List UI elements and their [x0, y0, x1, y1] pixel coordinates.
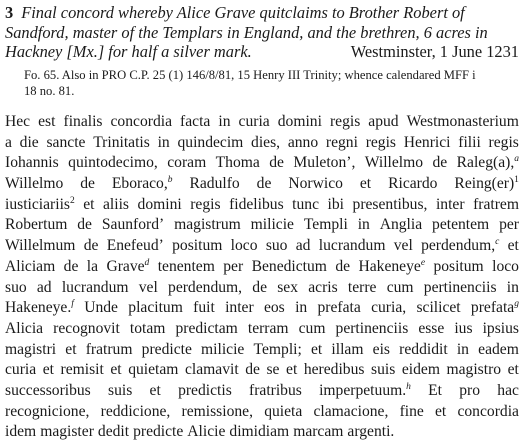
word: suo [5, 278, 27, 296]
word: Ricardo [388, 175, 438, 193]
word: fratrum [85, 340, 133, 358]
text-line [5, 278, 519, 299]
word: remissione, [181, 402, 253, 420]
footnote-marker: h [406, 381, 411, 392]
word: Trinitatis [93, 133, 150, 151]
word: sex [277, 278, 299, 296]
word: de [335, 257, 351, 275]
word: totam [129, 319, 166, 337]
word: imperpetuum.$^h$ [319, 381, 411, 399]
word: in [456, 340, 469, 358]
word: concordia [110, 113, 172, 130]
word: recognovit [53, 319, 120, 337]
word: Alicia [5, 319, 44, 337]
word: eos [263, 299, 285, 317]
word: reddidit [399, 340, 448, 358]
word: fratrem [473, 195, 519, 213]
word: curia [5, 361, 37, 379]
word: Eboraco,$^b$ [111, 174, 173, 193]
word: pro [459, 381, 481, 399]
text-line [5, 422, 519, 443]
word: prefata$^g$ [470, 299, 519, 317]
word: presentibus, [352, 195, 428, 213]
word: die [19, 133, 39, 151]
heading-line-3 [5, 42, 519, 62]
heading-line-2: Sandford, master of the Templars in England, and the brethren, 6 acres in [5, 22, 488, 42]
word: clamavit [184, 361, 239, 379]
word: acris [308, 278, 338, 296]
word: predicte [141, 340, 192, 358]
word: Raleg(a),$^a$ [456, 154, 519, 172]
word: et [110, 361, 122, 379]
word: vel [393, 237, 413, 255]
word: predicte [133, 423, 184, 441]
word: inter [225, 299, 254, 317]
word: predictis [178, 381, 232, 399]
word: clamacione, [313, 402, 389, 420]
word: esse [418, 319, 445, 337]
text-line [5, 319, 519, 340]
word: de [83, 237, 99, 255]
word: terre [347, 278, 377, 296]
word: ad [295, 237, 311, 255]
word: fuit [193, 299, 215, 317]
word: Willelmo [364, 154, 424, 172]
word: pertinenciis [335, 319, 409, 337]
word: regis [488, 133, 519, 151]
word: Reing(er)$^1$ [454, 174, 519, 193]
word: et [286, 361, 298, 379]
word: cum [298, 319, 326, 337]
word: de [245, 361, 260, 379]
word: Thoma [215, 154, 260, 172]
word: et [507, 237, 519, 255]
word: successoribus [5, 381, 91, 399]
footnote-marker: b [167, 174, 173, 185]
document-number: 3 [5, 3, 14, 22]
word: Henrici [403, 133, 451, 151]
word: et [42, 361, 54, 379]
heading-text-1: Final concord whereby Alice Grave quitclaims to Brother Robert of [21, 3, 465, 22]
word: suis [108, 381, 133, 399]
word: magistro [446, 361, 502, 379]
footnote-marker: 1 [514, 174, 519, 185]
word: Willelmum [5, 237, 76, 255]
word: Alicie [187, 423, 226, 441]
latin-text [5, 112, 519, 443]
word: dedit [97, 423, 130, 441]
word: facta [180, 113, 211, 130]
word: ibi [327, 195, 344, 213]
word: Hec [5, 113, 31, 130]
word: reddicione, [100, 402, 171, 420]
footnote-marker: c [495, 236, 500, 247]
text-line [5, 340, 519, 361]
word: terram [247, 319, 289, 337]
word: eis [372, 340, 390, 358]
footnote-marker: a [514, 154, 519, 165]
heading-text-3: Hackney [Mx.] for half a silver mark. [5, 42, 252, 61]
word: domini [277, 113, 322, 130]
word: ipsius [482, 319, 519, 337]
word: marcam [293, 423, 344, 441]
word: per [499, 216, 519, 234]
word: et [83, 195, 95, 213]
text-line [5, 257, 519, 278]
source-note [24, 67, 519, 99]
word: pertinenciis [423, 278, 497, 296]
word: filii [458, 133, 481, 151]
word: dies, [251, 133, 281, 151]
word: ad [36, 278, 52, 296]
word: prefata [317, 299, 361, 317]
word: Norwico [288, 175, 343, 193]
word: iusticiariis$^2$ [5, 195, 75, 213]
word: domini [137, 195, 182, 213]
word: et [310, 340, 323, 358]
word: positum [433, 257, 484, 275]
footnote-marker: d [144, 257, 150, 268]
word: regis [365, 133, 396, 151]
word: Iohannis [5, 154, 59, 172]
footnote-marker: f [71, 299, 74, 309]
word: in [506, 278, 519, 296]
word: la [86, 257, 99, 275]
word: fine [399, 402, 424, 420]
word: perdendum, [168, 278, 243, 296]
word: tenentem [157, 257, 215, 275]
word: regis [329, 113, 361, 130]
word: Templi [303, 216, 348, 234]
word: et [435, 402, 447, 420]
word: quintodecimo, [68, 154, 158, 172]
word: et [507, 361, 519, 379]
word: Enefeud’ [106, 237, 164, 255]
word: quindecim [177, 133, 244, 151]
text-line [5, 195, 519, 216]
word: regis [190, 195, 221, 213]
text-line [5, 112, 519, 133]
word: suo [265, 237, 288, 255]
word: Hakeneye$^e$ [358, 257, 426, 275]
word: in [357, 216, 370, 234]
word: tunc [292, 195, 320, 213]
word: hac [497, 381, 519, 399]
word: Anglia [379, 216, 423, 234]
word: argenti. [347, 423, 395, 441]
word: in [157, 133, 170, 151]
text-line [5, 298, 519, 319]
text-line [5, 236, 519, 257]
word: sancte [46, 133, 86, 151]
word: Radulfo [189, 175, 240, 193]
word: magistrum [174, 216, 241, 234]
word: Grave$^d$ [106, 257, 150, 275]
word: Et [428, 381, 442, 399]
word: de [256, 175, 272, 193]
word: illam [331, 340, 364, 358]
word: magister [40, 423, 94, 441]
word: de [80, 175, 95, 193]
text-line [5, 215, 519, 236]
word: de [252, 278, 268, 296]
word: finalis [63, 113, 103, 130]
place-date: Westminster, 1 June 1231 [350, 42, 519, 61]
word: milicie [201, 340, 245, 358]
word: de [63, 257, 79, 275]
text-line [5, 402, 519, 423]
word: Muleton’, [293, 154, 356, 172]
word: de [432, 154, 448, 172]
word: Templi; [253, 340, 302, 358]
word: Saunford’ [101, 216, 165, 234]
word: Unde [84, 299, 118, 317]
text-line [5, 174, 519, 195]
word: fidelibus [229, 195, 284, 213]
word: perdendum,$^c$ [421, 236, 500, 255]
word: et [65, 340, 77, 358]
word: Robertum [5, 216, 68, 234]
word: dimidiam [229, 423, 290, 441]
word: inter [435, 195, 465, 213]
word: per [223, 257, 244, 275]
word: loco [230, 237, 258, 255]
footnote-marker: e [420, 257, 426, 268]
word: se [266, 361, 280, 379]
source-note-line-2: 18 no. 81. [24, 84, 75, 98]
word: regni [325, 133, 358, 151]
word: magistri [5, 340, 57, 358]
word: de [77, 216, 92, 234]
word: concordia [457, 402, 519, 420]
word: loco [492, 257, 519, 275]
word: remisit [60, 361, 104, 379]
word: quieta [264, 402, 303, 420]
word: quietam [128, 361, 179, 379]
word: a [5, 133, 12, 151]
word: predictam [175, 319, 238, 337]
word: positum [172, 237, 223, 255]
word: Hakeneye.$^f$ [5, 299, 74, 317]
word: eadem [478, 340, 519, 358]
source-note-line-1: Fo. 65. Also in PRO C.P. 25 (1) 146/8/81, 15 Henry III Trinity; whence calendared MFF i [24, 68, 476, 82]
word: cum [386, 278, 414, 296]
word: eidem [401, 361, 440, 379]
word: fratribus [249, 381, 302, 399]
word: suis [371, 361, 396, 379]
word: curia, [371, 299, 407, 317]
word: scilicet [416, 299, 461, 317]
word: et [359, 175, 372, 193]
text-line [5, 133, 519, 154]
word: de [269, 154, 284, 172]
word: in [218, 113, 231, 130]
word: lucrandum [61, 278, 129, 296]
word: idem [5, 423, 37, 441]
word: est [38, 113, 56, 130]
word: placitum [128, 299, 183, 317]
footnote-marker: 2 [69, 195, 75, 206]
heading-line-1 [5, 3, 519, 23]
word: milicie [250, 216, 294, 234]
word: anno [287, 133, 319, 151]
word: petentem [432, 216, 490, 234]
word: aliis [103, 195, 130, 213]
text-line [5, 360, 519, 381]
word: Benedictum [251, 257, 327, 275]
word: curia [238, 113, 270, 130]
word: coram [167, 154, 207, 172]
document-heading [5, 3, 519, 62]
word: lucrandum [318, 237, 386, 255]
word: Westmonasterium [406, 113, 519, 130]
word: et [149, 381, 161, 399]
word: in [295, 299, 308, 317]
footnote-marker: g [514, 299, 519, 309]
word: heredibus [303, 361, 365, 379]
word: vel [138, 278, 158, 296]
text-line [5, 153, 519, 174]
text-line [5, 381, 519, 402]
word: ius [454, 319, 473, 337]
word: Aliciam [5, 257, 56, 275]
word: recognicione, [5, 402, 90, 420]
word: Willelmo [5, 175, 64, 193]
word: apud [368, 113, 399, 130]
